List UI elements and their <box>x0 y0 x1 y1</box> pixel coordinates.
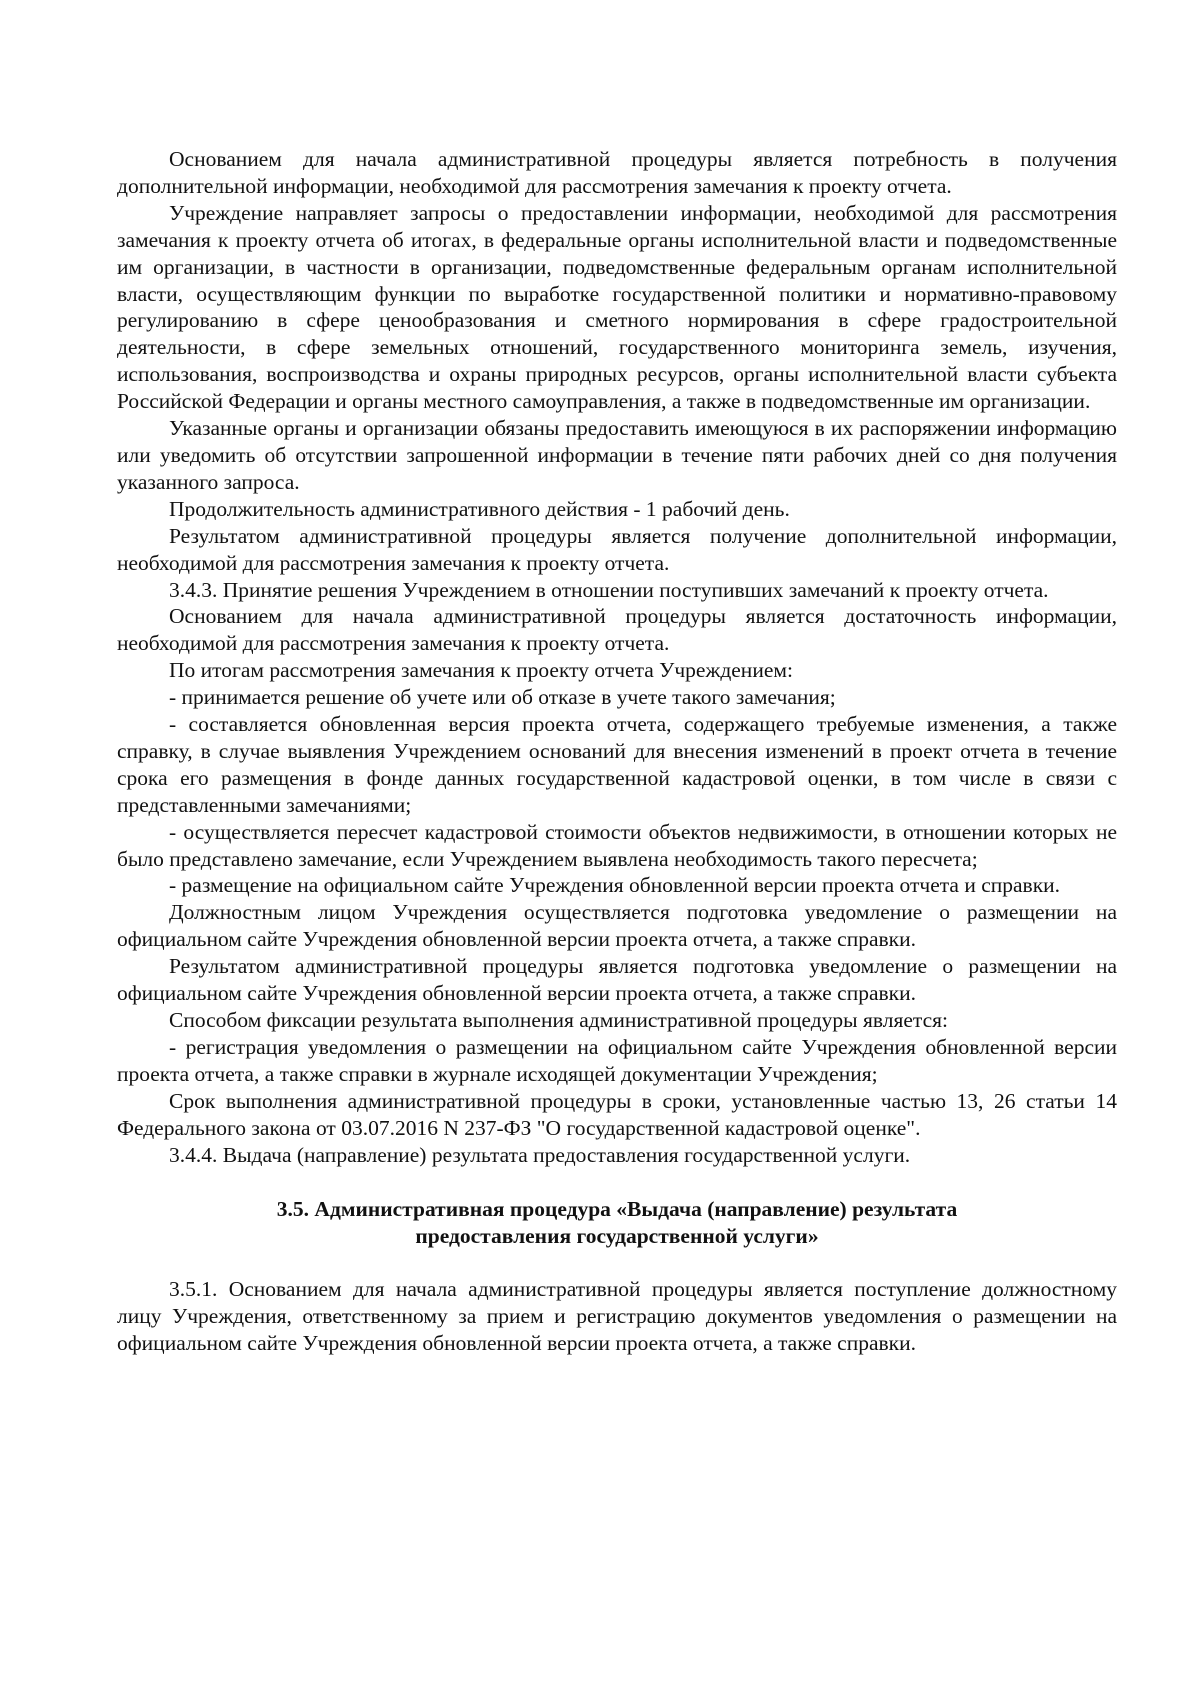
paragraph: Результатом административной процедуры является получение дополнительной информации, необходимой для рассмотрения замечания к проекту отчета. <box>117 523 1117 575</box>
paragraph: Результатом административной процедуры является подготовка уведомление о размещении на официальном сайте Учреждения обновленной версии проекта отчета, а также справки. <box>117 954 1117 1006</box>
paragraph: Основанием для начала административной процедуры является потребность в получения дополнительной информации, необходимой для рассмотрения замечания к проекту отчета. <box>117 147 1117 198</box>
paragraph: Указанные органы и организации обязаны предоставить имеющуюся в их распоряжении информацию или уведомить об отсутствии запрошенной информации в течение пяти рабочих дней со дня получения указанного запроса. <box>117 416 1117 494</box>
section-heading-3-4-3: 3.4.3. Принятие решения Учреждением в отношении поступивших замечаний к проекту отчета. <box>169 577 1049 602</box>
section-title-line: 3.5. Административная процедура «Выдача (направление) результата <box>276 1197 958 1222</box>
list-item: - размещение на официальном сайте Учреждения обновленной версии проекта отчета и справки. <box>169 873 1061 898</box>
list-item: - осуществляется пересчет кадастровой стоимости объектов недвижимости, в отношении которых не было представлено замечание, если Учреждением выявлена необходимость такого пересчета; <box>117 819 1117 871</box>
list-item: - принимается решение об учете или об отказе в учете такого замечания; <box>169 685 836 710</box>
paragraph: Учреждение направляет запросы о предоставлении информации, необходимой для рассмотрения замечания к проекту отчета об итогах, в федеральные органы исполнительной власти и подведомственные им организации, в частности в организации, подведомственные федеральным органам исполнительной власти, осуществляющим функции по выработке государственной политики и нормативно-правовому регулированию в сфере ценообразования и сметного нормирования в сфере градостроительной деятельности, в сфере земельных отношений, государственного мониторинга земель, изучения, использования, воспроизводства и охраны природных ресурсов, органы исполнительной власти субъекта Российской Федерации и органы местного самоуправления, а также в подведомственные им организации. <box>117 200 1117 414</box>
document-page <box>117 146 1117 1357</box>
paragraph: Основанием для начала административной процедуры является достаточность информации, необходимой для рассмотрения замечания к проекту отчета. <box>117 604 1117 656</box>
paragraph: Должностным лицом Учреждения осуществляется подготовка уведомление о размещении на официальном сайте Учреждения обновленной версии проекта отчета, а также справки. <box>117 900 1117 952</box>
paragraph: Продолжительность административного действия - 1 рабочий день. <box>169 496 790 521</box>
section-heading-3-4-4: 3.4.4. Выдача (направление) результата предоставления государственной услуги. <box>169 1142 911 1167</box>
section-title-3-5 <box>117 1196 1117 1250</box>
paragraph: Срок выполнения административной процедуры в сроки, установленные частью 13, 26 статьи 14 Федерального закона от 03.07.2016 N 237-ФЗ "О государственной кадастровой оценке". <box>117 1088 1117 1140</box>
paragraph: 3.5.1. Основанием для начала административной процедуры является поступление должностному лицу Учреждения, ответственному за прием и регистрацию документов уведомления о размещении на официальном сайте Учреждения обновленной версии проекта отчета, а также справки. <box>117 1277 1117 1356</box>
paragraph: Способом фиксации результата выполнения административной процедуры является: <box>169 1008 948 1032</box>
list-item: - регистрация уведомления о размещении на официальном сайте Учреждения обновленной версии проекта отчета, а также справки в журнале исходящей документации Учреждения; <box>117 1034 1117 1086</box>
list-item: - составляется обновленная версия проекта отчета, содержащего требуемые изменения, а также справку, в случае выявления Учреждением оснований для внесения изменений в проект отчета в течение срока его размещения в фонде данных государственной кадастровой оценки, в том числе в связи с представленными замечаниями; <box>117 712 1117 817</box>
section-title-line: предоставления государственной услуги» <box>415 1224 819 1249</box>
paragraph: По итогам рассмотрения замечания к проекту отчета Учреждением: <box>169 658 793 683</box>
